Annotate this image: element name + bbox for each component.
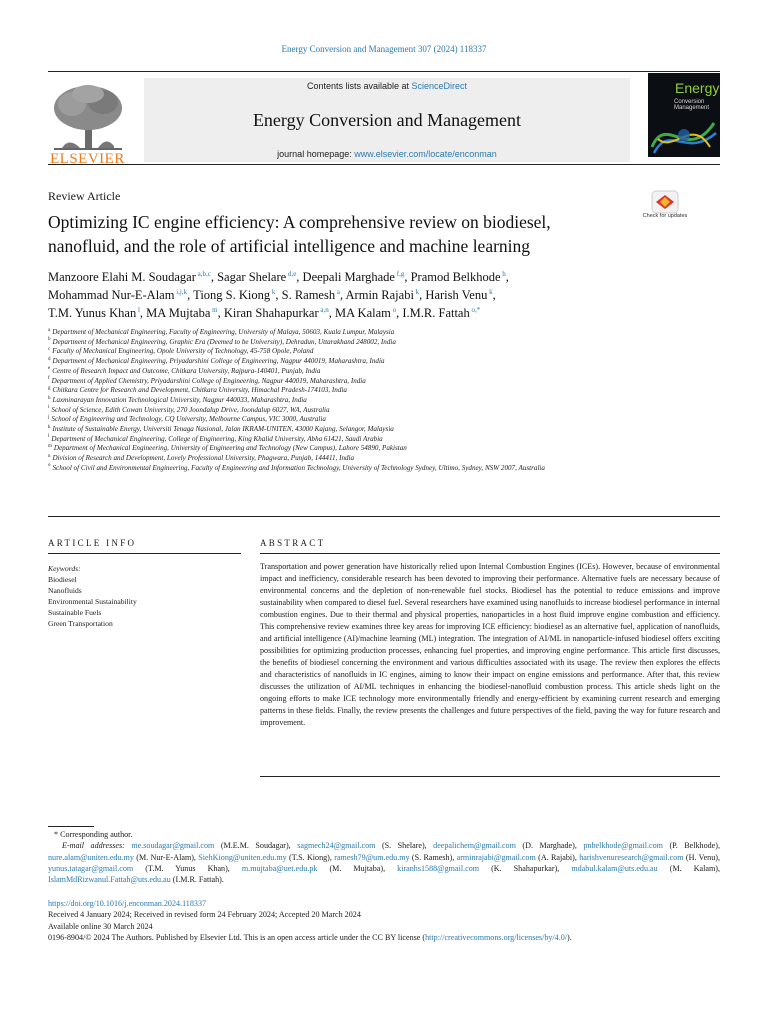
affiliation-item: $^h$ Laxminarayan Innovation Technological University, Nagpur 440033, Maharashtra, India: [48, 395, 307, 404]
journal-name: Energy Conversion and Management: [252, 110, 522, 130]
email-link[interactable]: IslamMdRizwanul.Fattah@uts.edu.au: [48, 875, 171, 885]
email-link[interactable]: yunus.tatagar@gmail.com: [48, 863, 134, 873]
author-line: T.M. Yunus Khan $^l$, MA Mujtaba $^m$, Kiran Shahapurkar $^{a,n}$, MA Kalam $^o$, I.M.R. Fattah $^{o,*}$: [48, 305, 481, 320]
author-name[interactable]: Tiong S. Kiong: [193, 288, 271, 302]
author-affiliation-marker[interactable]: i,j,k: [174, 287, 188, 296]
footnote-rule: [48, 826, 94, 827]
email-link[interactable]: nure.alam@uniten.edu.my: [48, 852, 134, 862]
author-affiliation-marker[interactable]: a,b,c: [195, 269, 211, 278]
license-line: 0196-8904/© 2024 The Authors. Published by Elsevier Ltd. This is an open access article under the CC BY license (http://creativecommons.org/licenses/by/4.0/).: [48, 932, 572, 942]
email-link[interactable]: mdabul.kalam@uts.edu.au: [571, 863, 658, 873]
affiliation-item: $^o$ School of Civil and Environmental Engineering, Faculty of Engineering and Information Technology, University of Technology Sydney, Ultimo, Sydney, NSW 2007, Australia: [48, 463, 545, 472]
email-link[interactable]: arminrajabi@gmail.com: [456, 852, 536, 862]
abstract-rule: [260, 553, 720, 554]
author-name[interactable]: Kiran Shahapurkar: [223, 306, 319, 320]
keywords-block: [48, 563, 241, 629]
author-affiliation-marker[interactable]: f,g: [395, 269, 405, 278]
sciencedirect-link[interactable]: ScienceDirect: [411, 81, 468, 91]
elsevier-wordmark: ELSEVIER: [50, 151, 125, 167]
email-addresses: E-mail addresses: me.soudagar@gmail.com (M.E.M. Soudagar), sagmech24@gmail.com (S. Shelare), deepalichem@gmail.com (D. Marghade), pnbelkhode@gmail.com (P. Belkhode), nure.alam@uniten.edu.my (M. Nur-E-Alam), SiehKiong@uniten.edu.my (T.S. Kiong), ramesh79@um.edu.my (S. Ramesh), arminrajabi@gmail.com (A. Rajabi), harishvenuresearch@gmail.com (H. Venu), yunus.tatagar@gmail.com (T.M. Yunus Khan), m.mujtaba@uet.edu.pk (M. Mujtaba), kiranhs1588@gmail.com (K. Shahapurkar), mdabul.kalam@uts.edu.au (M. Kalam), IslamMdRizwanul.Fattah@uts.edu.au (I.M.R. Fattah).: [48, 841, 720, 885]
journal-cover-thumbnail[interactable]: [648, 73, 720, 157]
abstract-heading: ABSTRACT: [260, 538, 326, 548]
author-affiliation-marker[interactable]: a: [335, 287, 340, 296]
author-name[interactable]: Armin Rajabi: [345, 288, 414, 302]
keyword-item: Green Transportation: [48, 619, 113, 628]
affiliation-item: $^g$ Chitkara Centre for Research and Development, Chitkara University, Himachal Pradesh-174103, India: [48, 385, 347, 395]
affiliation-list: [48, 328, 720, 474]
journal-homepage-link[interactable]: www.elsevier.com/locate/enconman: [354, 149, 497, 159]
affiliation-item: $^b$ Department of Mechanical Engineering, Graphic Era (Deemed to be University), Dehradun, Uttarakhand 248002, India: [48, 337, 396, 346]
footnotes-block: [48, 829, 720, 885]
author-affiliation-marker[interactable]: o,*: [469, 305, 481, 314]
author-affiliation-marker[interactable]: d,e: [286, 269, 297, 278]
author-affiliation-marker[interactable]: k: [270, 287, 276, 296]
check-for-updates-icon[interactable]: [648, 190, 682, 228]
author-name[interactable]: Pramod Belkhode: [410, 270, 501, 284]
abstract-bottom-rule: [260, 776, 720, 777]
author-affiliation-marker[interactable]: m: [210, 305, 218, 314]
cover-subtitle: Conversion Management: [674, 99, 710, 111]
affiliation-item: $^l$ Department of Mechanical Engineering, College of Engineering, King Khalid University, Abha 61421, Saudi Arabia: [48, 434, 383, 443]
email-link[interactable]: ramesh79@um.edu.my: [334, 852, 410, 862]
article-info-heading: ARTICLE INFO: [48, 538, 137, 548]
affiliation-item: $^e$ Centre of Research Impact and Outcome, Chitkara University, Rajpura-140401, Punjab, India: [48, 366, 321, 375]
corresponding-author-note: * Corresponding author.: [54, 830, 133, 839]
article-type-label: Review Article: [48, 189, 121, 203]
journal-reference-link[interactable]: Energy Conversion and Management 307 (2024) 118337: [281, 44, 487, 54]
affiliation-item: $^j$ School of Engineering and Technology, CQ University, Melbourne Campus, VIC 3000, Australia: [48, 414, 326, 424]
article-info-rule: [48, 553, 241, 554]
author-affiliation-marker[interactable]: a,n: [318, 305, 329, 314]
author-line: Manzoore Elahi M. Soudagar $^{a,b,c}$, Sagar Shelare $^{d,e}$, Deepali Marghade $^{f,g}$, Pramod Belkhode $^h$,: [48, 269, 509, 284]
section-divider: [48, 516, 720, 517]
journal-masthead: [48, 71, 720, 165]
elsevier-tree-logo: [48, 80, 128, 162]
keyword-item: Nanofluids: [48, 586, 82, 595]
author-name[interactable]: I.M.R. Fattah: [402, 306, 470, 320]
received-dates: Received 4 January 2024; Received in revised form 24 February 2024; Accepted 20 March 2024: [48, 910, 361, 920]
article-title: Optimizing IC engine efficiency: A comprehensive review on biodiesel, nanofluid, and the role of artificial intelligence and machine learning: [48, 212, 551, 256]
abstract-text: Transportation and power generation have historically relied upon Internal Combustion Engines (ICEs). However, because of environmental impact and inefficiency, considerable research has been devoted to improving their performance. Alternative fuels are necessary because of environmental concerns and the depletion of non-renewable fuel stocks. Biodiesel has the potential to reduce emissions and improve sustainability when compared to diesel fuel. Several researchers have examined using nanofluids to increase biodiesel performance in internal combustion engines. Due to their thermal and physical properties, nanoparticles in a host fluid improve engine combustion and efficiency. This comprehensive review examines three key areas for improving ICE efficiency: biodiesel as an alternative fuel, application of nanofluids, and artificial intelligence (AI)/machine learning (ML) integration. The integration of AI/ML in nanoparticle-infused biodiesel offers exciting possibilities for optimizing production processes, enhancing fuel properties, and improving engine performance. This article first discusses, the benefits of biodiesel concerning the environment and various difficulties associated with its usage. The review then explores the effects and characteristics of nanofluids in IC engines, aiming to know their impact on engine emissions and performance. After that, this review discusses the utilization of AI/ML techniques in enhancing the biodiesel-nanofluid combustion process. This article sheds light on the ongoing efforts to make ICE technology more environmentally friendly and energy-efficient by examining current research and emerging patterns in these fields. Finally, the review presents the challenges and future perspectives of the field, paving the way for future research and improvement.: [260, 562, 720, 727]
email-link[interactable]: SiehKiong@uniten.edu.my: [198, 852, 287, 862]
author-name[interactable]: S. Ramesh: [281, 288, 336, 302]
contents-available-line: Contents lists available at ScienceDirect: [306, 81, 468, 91]
email-link[interactable]: deepalichem@gmail.com: [433, 841, 516, 851]
email-link[interactable]: me.soudagar@gmail.com: [131, 841, 215, 851]
masthead-center-panel: [144, 78, 630, 162]
author-name[interactable]: MA Kalam: [334, 306, 391, 320]
author-affiliation-marker[interactable]: h: [500, 269, 506, 278]
author-name[interactable]: Deepali Marghade: [302, 270, 395, 284]
affiliation-item: $^n$ Division of Research and Development, Lovely Professional University, Phagwara, Punjab, 144411, India: [48, 453, 355, 463]
keyword-item: Biodiesel: [48, 575, 77, 584]
affiliation-item: $^f$ Department of Applied Chemistry, Priyadarshini College of Engineering, Nagpur 440019, Maharashtra, India: [48, 376, 366, 385]
keyword-item: Sustainable Fuels: [48, 608, 102, 617]
author-name[interactable]: Harish Venu: [425, 288, 488, 302]
available-online-date: Available online 30 March 2024: [48, 921, 153, 931]
email-link[interactable]: pnbelkhode@gmail.com: [583, 841, 663, 851]
author-line: Mohammad Nur-E-Alam $^{i,j,k}$, Tiong S. Kiong $^k$, S. Ramesh $^a$, Armin Rajabi $^k$, Harish Venu $^k$,: [48, 287, 496, 302]
author-name[interactable]: T.M. Yunus Khan: [48, 306, 137, 320]
email-label: E-mail addresses:: [62, 841, 132, 851]
affiliation-item: $^k$ Institute of Sustainable Energy, Universiti Tenaga Nasional, Jalan IKRAM-UNITEN, 43000 Kajang, Selangor, Malaysia: [48, 424, 394, 434]
doi-link[interactable]: https://doi.org/10.1016/j.enconman.2024.118337: [48, 899, 207, 908]
license-link[interactable]: http://creativecommons.org/licenses/by/4.0/: [425, 932, 568, 942]
email-link[interactable]: sagmech24@gmail.com: [297, 841, 376, 851]
author-name[interactable]: Sagar Shelare: [217, 270, 287, 284]
author-name[interactable]: Manzoore Elahi M. Soudagar: [48, 270, 196, 284]
keywords-label: Keywords:: [48, 564, 81, 573]
keyword-item: Environmental Sustainability: [48, 597, 137, 606]
author-affiliation-marker[interactable]: k: [413, 287, 420, 296]
author-list: [48, 268, 668, 322]
check-for-updates-label[interactable]: Check for updates: [642, 213, 688, 219]
affiliation-item: $^d$ Department of Mechanical Engineering, Priyadarshini College of Engineering, Nagpur 440019, Maharashtra, India: [48, 356, 385, 366]
author-name[interactable]: MA Mujtaba: [146, 306, 211, 320]
author-affiliation-marker[interactable]: k: [487, 287, 493, 296]
affiliation-item: $^c$ Faculty of Mechanical Engineering, Opole University of Technology, 45-758 Opole, Poland: [48, 347, 314, 356]
email-link[interactable]: harishvenuresearch@gmail.com: [579, 852, 684, 862]
author-affiliation-marker[interactable]: l: [136, 305, 140, 314]
cover-swirl-art: [648, 103, 720, 157]
author-name[interactable]: Mohammad Nur-E-Alam: [48, 288, 175, 302]
email-link[interactable]: kiranhs1588@gmail.com: [397, 863, 480, 873]
journal-homepage-line: journal homepage: www.elsevier.com/locate/enconman: [277, 149, 497, 159]
affiliation-item: $^a$ Department of Mechanical Engineering, Faculty of Engineering, University of Malaya, 50603, Kuala Lumpur, Malaysia: [48, 327, 395, 336]
cover-title: Energy: [675, 80, 720, 96]
email-link[interactable]: m.mujtaba@uet.edu.pk: [241, 863, 318, 873]
author-affiliation-marker[interactable]: o: [390, 305, 397, 314]
affiliation-item: $^m$ Department of Mechanical Engineering, University of Engineering and Technology (New Campus), Lahore 54890, Pakistan: [48, 444, 407, 453]
affiliation-item: $^i$ School of Science, Edith Cowan University, 270 Joondalup Drive, Joondalup 6027, WA, Australia: [48, 405, 330, 414]
publication-info: [48, 898, 720, 943]
